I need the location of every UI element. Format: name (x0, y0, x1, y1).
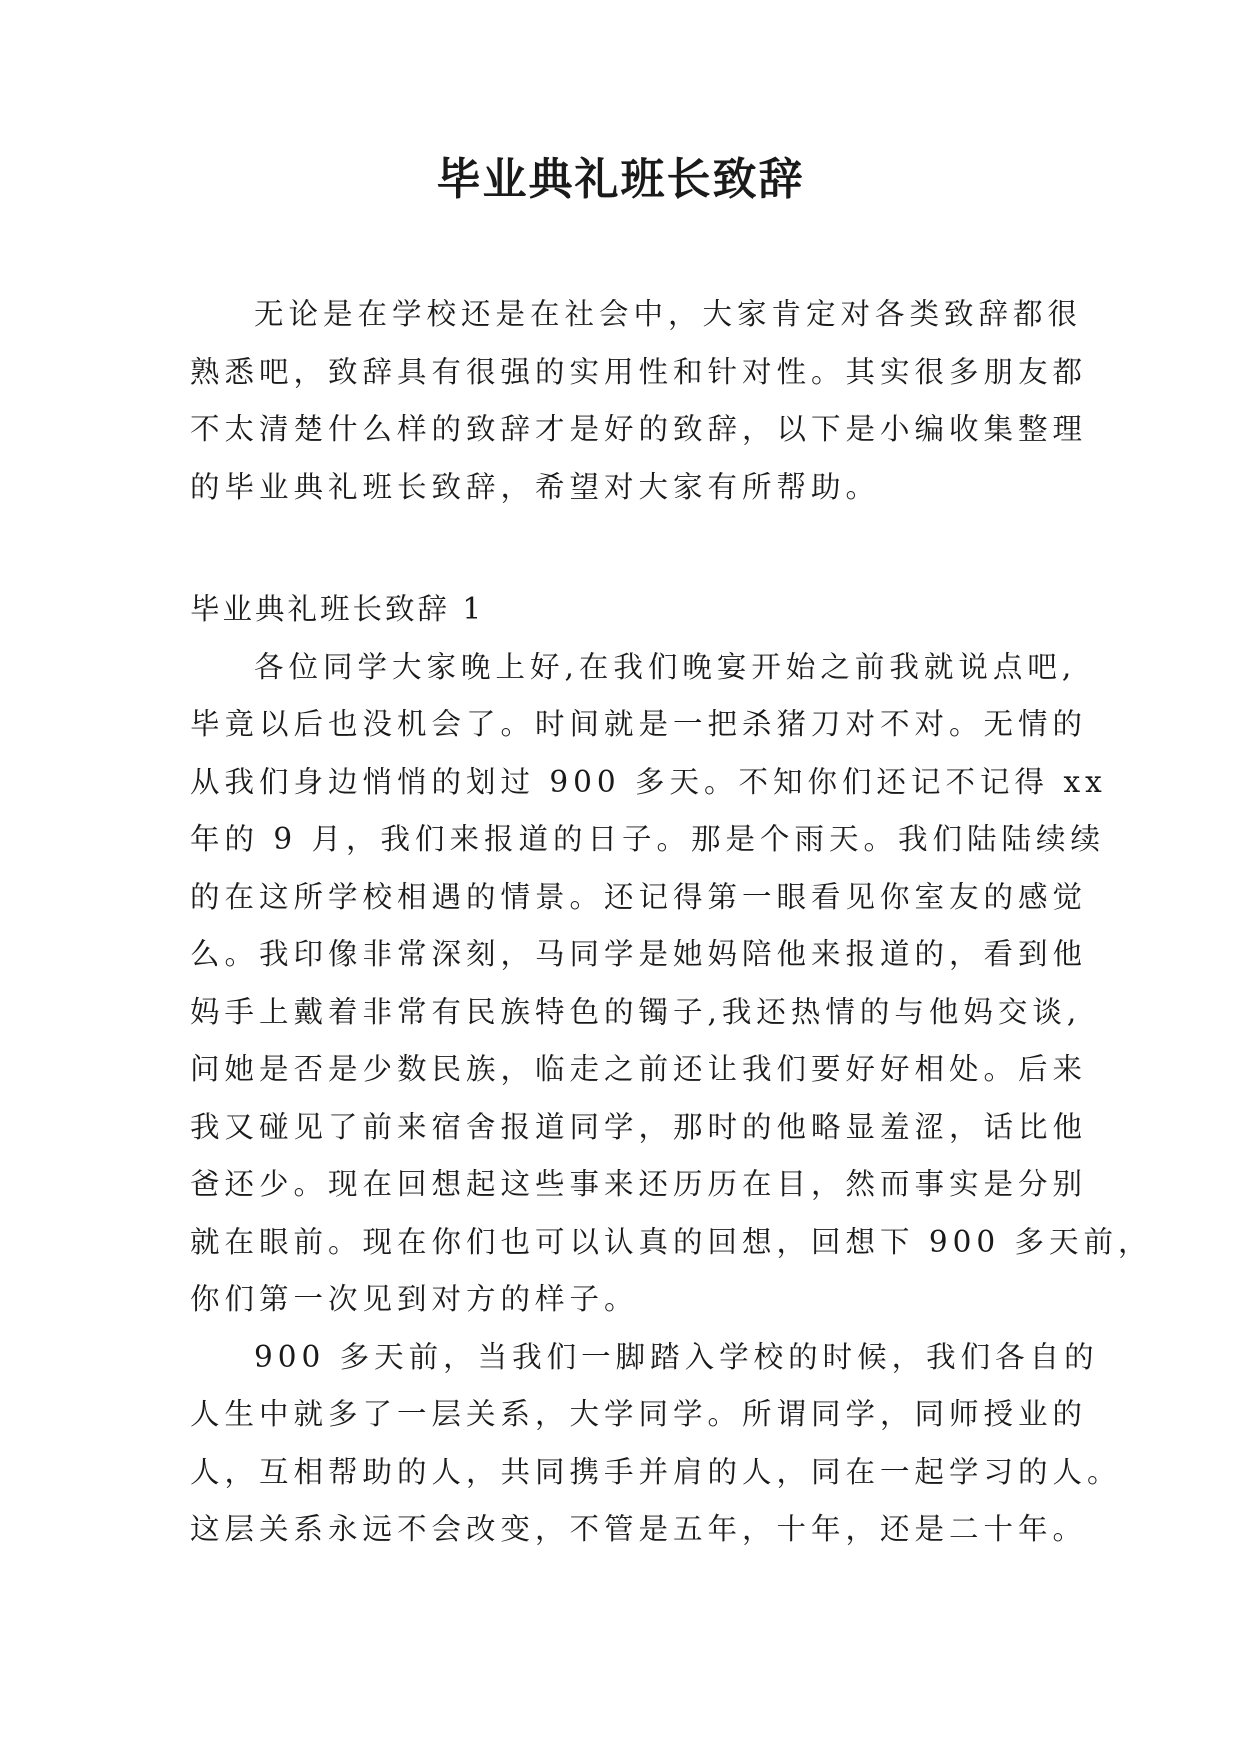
paragraph-line: 毕竟以后也没机会了。时间就是一把杀猪刀对不对。无情的 (190, 707, 1088, 741)
paragraph-line: 900 多天前，当我们一脚踏入学校的时候，我们各自的 (254, 1339, 1099, 1374)
paragraph-line: 年的 9 月，我们来报道的日子。那是个雨天。我们陆陆续续 (190, 822, 1106, 856)
speech-paragraph-1 (190, 639, 1153, 1329)
section-heading: 毕业典礼班长致辞 1 (190, 592, 485, 626)
intro-line: 熟悉吧，致辞具有很强的实用性和针对性。其实很多朋友都 (190, 354, 1088, 389)
page-title: 毕业典礼班长致辞 (436, 154, 805, 205)
paragraph-line: 么。我印像非常深刻，马同学是她妈陪他来报道的，看到他 (190, 937, 1088, 971)
section-spacer (190, 516, 1050, 581)
paragraph-line: 爸还少。现在回想起这些事来还历历在目，然而事实是分别 (190, 1167, 1088, 1201)
paragraph-line: 我又碰见了前来宿舍报道同学，那时的他略显羞涩，话比他 (190, 1109, 1088, 1144)
paragraph-line: 的在这所学校相遇的情景。还记得第一眼看见你室友的感觉 (190, 879, 1088, 914)
paragraph-line: 你们第一次见到对方的样子。 (190, 1282, 639, 1316)
paragraph-line: 问她是否是少数民族，临走之前还让我们要好好相处。后来 (190, 1052, 1088, 1086)
paragraph-line: 这层关系永远不会改变，不管是五年，十年，还是二十年。 (190, 1512, 1088, 1546)
paragraph-line: 从我们身边悄悄的划过 900 多天。不知你们还记不记得 xx (190, 764, 1107, 799)
paragraph-line: 妈手上戴着非常有民族特色的镯子,我还热情的与他妈交谈, (190, 994, 1082, 1029)
speech-paragraph-2 (190, 1329, 1122, 1559)
intro-line: 无论是在学校还是在社会中，大家肯定对各类致辞都很 (254, 297, 1083, 331)
intro-line: 的毕业典礼班长致辞，希望对大家有所帮助。 (190, 469, 881, 504)
paragraph-line: 就在眼前。现在你们也可以认真的回想，回想下 900 多天前， (190, 1224, 1153, 1259)
paragraph-line: 人生中就多了一层关系，大学同学。所谓同学，同师授业的 (190, 1397, 1088, 1431)
document-body (190, 286, 1153, 1559)
intro-paragraph (190, 286, 1088, 516)
paragraph-line: 各位同学大家晚上好,在我们晚宴开始之前我就说点吧, (254, 649, 1077, 684)
paragraph-line: 人，互相帮助的人，共同携手并肩的人，同在一起学习的人。 (190, 1454, 1122, 1489)
intro-line: 不太清楚什么样的致辞才是好的致辞，以下是小编收集整理 (190, 412, 1088, 446)
